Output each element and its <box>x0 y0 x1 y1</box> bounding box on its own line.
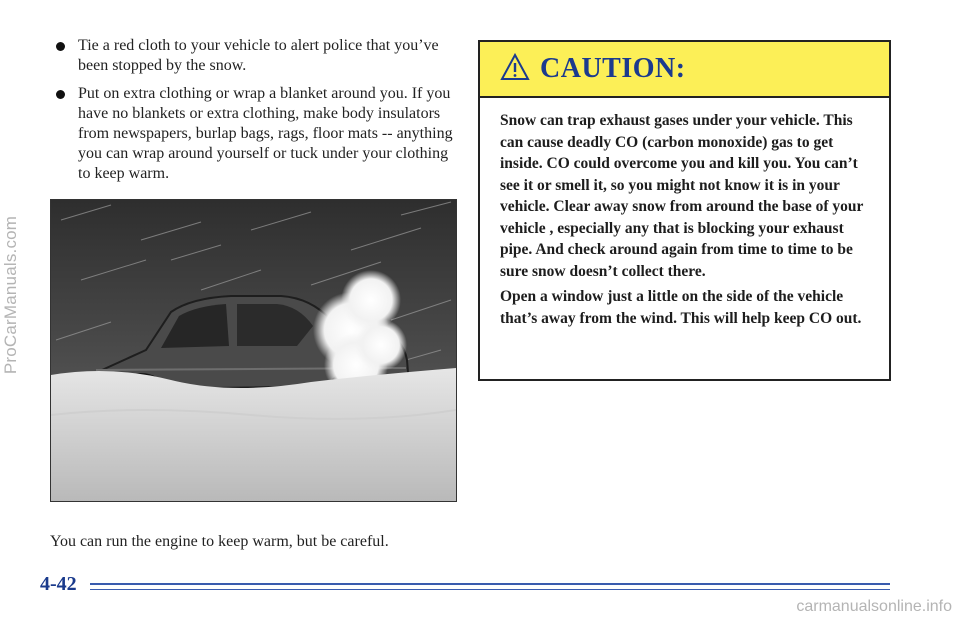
caution-paragraph: Open a window just a little on the side of the vehicle that’s away from the wind. This will help keep CO out. <box>500 288 862 327</box>
bullet-text: Tie a red cloth to your vehicle to alert police that you’ve been stopped by the snow. <box>78 37 439 74</box>
snowbound-car-photo <box>50 199 457 502</box>
caution-box <box>478 40 891 381</box>
footer-rule <box>90 589 890 590</box>
caution-header <box>480 42 889 98</box>
caution-paragraph: Snow can trap exhaust gases under your vehicle. This can cause deadly CO (carbon monoxide) gas to get inside. CO could overcome you and kill you. You can’t see it or smell it, so you might not know it is in your vehicle. Clear away snow from around the base of your vehicle , especially any that is blocking your exhaust pipe. And check around again from time to time to be sure snow doesn’t collect there. <box>500 112 864 280</box>
bottom-watermark: carmanualsonline.info <box>796 598 952 615</box>
caution-body <box>480 98 889 329</box>
bullet-item <box>56 84 456 184</box>
bullet-text: Put on extra clothing or wrap a blanket around you. If you have no blankets or extra clothing, make body insulators from newspapers, burlap bags, rags, floor mats -- anything you can wrap around yourself or tuck under your clothing to keep warm. <box>78 85 453 182</box>
side-watermark-text: ProCarManuals.com <box>1 215 20 375</box>
bullet-list <box>56 36 456 192</box>
bullet-dot-icon <box>56 42 65 51</box>
footer-rule <box>90 583 890 585</box>
bullet-item <box>56 36 456 76</box>
side-watermark <box>2 60 20 530</box>
caution-title: CAUTION: <box>540 53 686 84</box>
warning-triangle-icon <box>500 53 530 81</box>
footer-note: You can run the engine to keep warm, but be careful. <box>50 533 389 550</box>
bullet-dot-icon <box>56 90 65 99</box>
page-number: 4-42 <box>40 573 77 595</box>
